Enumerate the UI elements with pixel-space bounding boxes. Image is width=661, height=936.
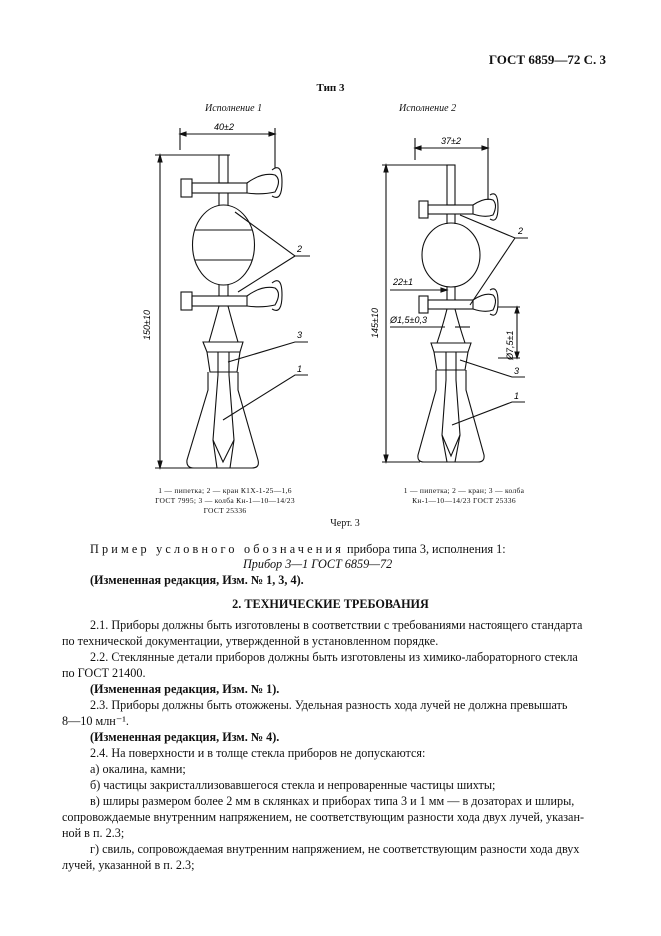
v2-callout-1: 1 (514, 391, 520, 401)
v1-callout-1: 1 (297, 364, 303, 374)
para-2-1-line1: 2.1. Приборы должны быть изготовлены в соответствии с требованиями настоящего стандарта (90, 618, 583, 632)
v2-dim-d2: Ø1,5±0,3 (390, 315, 427, 325)
figure-label: Черт. 3 (330, 518, 360, 529)
v2-dim-d3: Ø7,5±1 (505, 330, 515, 360)
item-c-line1: в) шлиры размером более 2 мм в склянках и приборах типа 3 и 1 мм — в дозаторах и шлиры, (90, 794, 575, 808)
v1-dim-width: 40±2 (214, 122, 234, 132)
amendment-1: (Измененная редакция, Изм. № 1). (90, 682, 280, 696)
para-2-1-line2: по технической документации, утвержденной в установленном порядке. (62, 634, 439, 648)
variant1-label: Исполнение 1 (205, 103, 263, 114)
item-g-line1: г) свиль, сопровождаемая внутренним напряжением, не соответствующим разности хода двух (90, 842, 580, 856)
para-2-2-line1: 2.2. Стеклянные детали приборов должны быть изготовлены из химико-лабораторного стекла (90, 650, 578, 664)
v2-callout-2: 2 (518, 226, 524, 236)
v1-callout-2: 2 (297, 244, 303, 254)
example-designation: Прибор 3—1 ГОСТ 6859—72 (243, 557, 393, 571)
v2-dim-width: 37±2 (441, 136, 461, 146)
item-a: а) окалина, камни; (90, 762, 186, 776)
example-line: Пример условного обозначения прибора типа 3, исполнения 1: (90, 542, 506, 556)
example-amendment: (Измененная редакция, Изм. № 1, 3, 4). (90, 573, 304, 587)
v2-dim-d1: 22±1 (393, 277, 413, 287)
para-2-2-line2: по ГОСТ 21400. (62, 666, 146, 680)
item-g-line2: лучей, указанной в п. 2.3; (62, 858, 195, 872)
para-2-3-line2: 8—10 млн⁻¹. (62, 714, 129, 728)
item-c-line2: сопровождаемые внутренним напряжением, не соответствующим разности хода двух лучей, указан- (62, 810, 585, 824)
figure-type-title: Тип 3 (316, 82, 345, 94)
v2-callout-3: 3 (514, 366, 520, 376)
para-2-4: 2.4. На поверхности и в толще стекла приборов не допускаются: (90, 746, 426, 760)
v2-dim-height: 145±10 (370, 308, 380, 338)
item-c-line3: ной в п. 2.3; (62, 826, 125, 840)
para-2-3-line1: 2.3. Приборы должны быть отожжены. Удельная разность хода лучей не должна превышать (90, 698, 568, 712)
variant1-apparatus (155, 128, 310, 468)
v1-dim-height: 150±10 (142, 310, 152, 340)
variant1-caption: 1 — пипетка; 2 — кран К1Х-1-25—1,6 ГОСТ 7995; 3 — колба Кн-1—10—14/23 ГОСТ 25336 (155, 486, 295, 515)
section-title: 2. ТЕХНИЧЕСКИЕ ТРЕБОВАНИЯ (232, 597, 429, 611)
variant2-caption: 1 — пипетка; 2 — кран; 3 — колба Кн-1—10—14/23 ГОСТ 25336 (403, 486, 525, 505)
page-header: ГОСТ 6859—72 С. 3 (488, 52, 606, 67)
v1-callout-3: 3 (297, 330, 303, 340)
item-b: б) частицы закристаллизовавшегося стекла и непроваренные частицы шихты; (90, 778, 496, 792)
variant2-label: Исполнение 2 (399, 103, 457, 114)
amendment-4: (Измененная редакция, Изм. № 4). (90, 730, 280, 744)
example-lead: Пример условного обозначения (90, 542, 344, 556)
variant2-apparatus (382, 138, 528, 462)
